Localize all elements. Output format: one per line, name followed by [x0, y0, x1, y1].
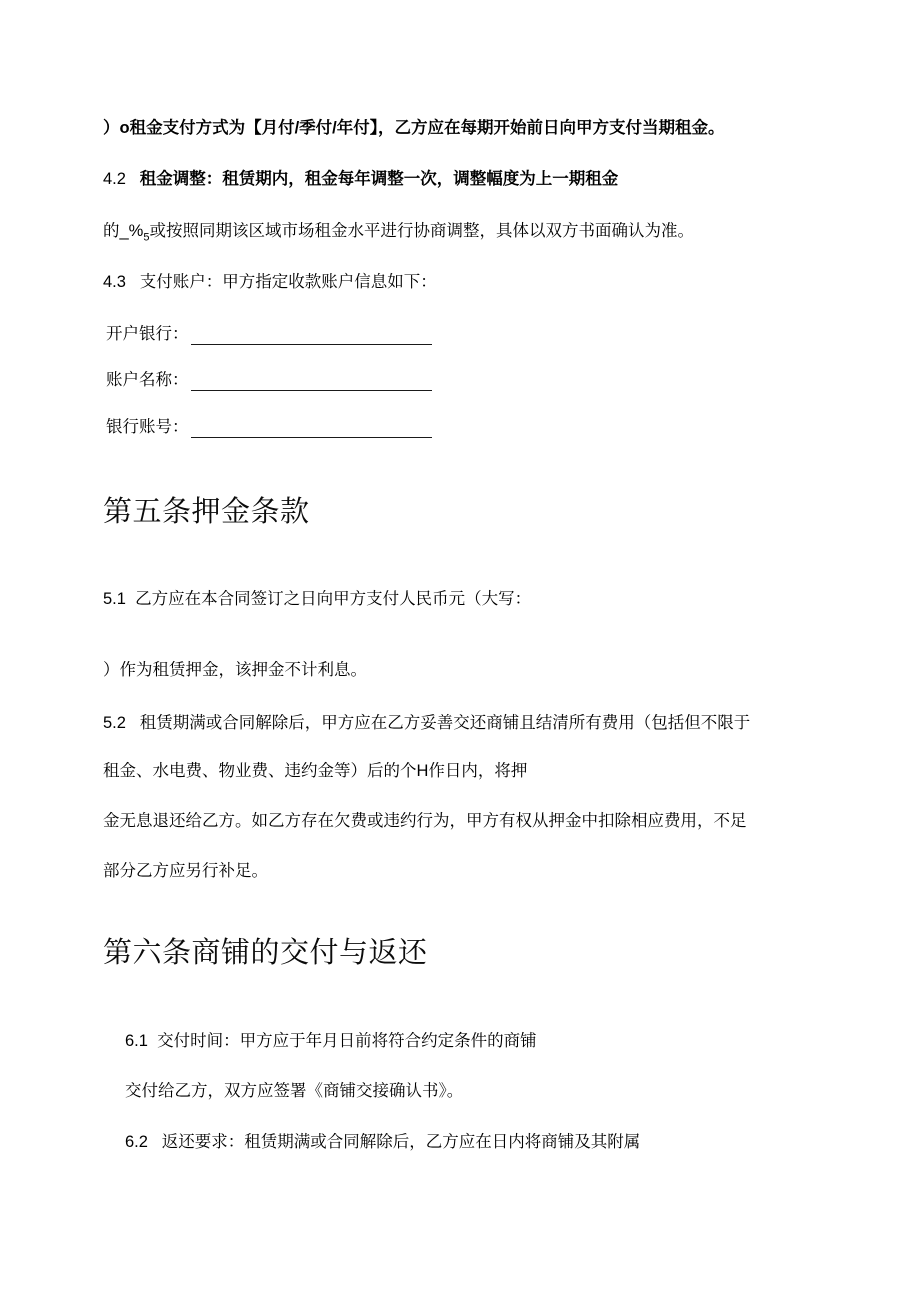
clause-4-3-number: 4.3 — [103, 273, 126, 291]
clause-4-3-line — [103, 273, 437, 293]
clause-5-2-line-2: 租金、水电费、物业费、违约金等）后的个H作日内，将押 — [103, 762, 528, 780]
clause-5-2-line-4: 部分乙方应另行补足。 — [103, 862, 268, 880]
clause-6-2-text-1: 返还要求：租赁期满或合同解除后，乙方应在日内将商铺及其附属 — [161, 1133, 641, 1151]
clause-4-2-text: 租金调整：租赁期内，租金每年调整一次，调整幅度为上一期租金 — [139, 170, 619, 188]
clause-6-1-line-1 — [125, 1032, 537, 1052]
clause-4-3-text: 支付账户：甲方指定收款账户信息如下： — [139, 273, 437, 291]
clause-6-1-text-1: 交付时间：甲方应于年月日前将符合约定条件的商铺 — [157, 1032, 537, 1050]
clause-5-2-text-1: 租赁期满或合同解除后，甲方应在乙方妥善交还商铺且结清所有费用（包括但不限于 — [139, 714, 751, 732]
clause-5-1-number: 5.1 — [103, 590, 126, 608]
field-row-bank-name — [106, 325, 432, 345]
clause-6-2-number: 6.2 — [125, 1133, 148, 1151]
account-number-input-blank[interactable] — [191, 424, 432, 438]
account-number-label: 银行账号： — [106, 418, 189, 436]
clause-5-2-line-3: 金无息退还给乙方。如乙方存在欠费或违约行为，甲方有权从押金中扣除相应费用，不足 — [103, 812, 747, 830]
account-name-input-blank[interactable] — [191, 377, 432, 391]
account-name-label: 账户名称： — [106, 371, 189, 389]
bank-name-input-blank[interactable] — [191, 331, 432, 345]
clause-4-2-line — [103, 170, 618, 190]
clause-4-2-number: 4.2 — [103, 170, 126, 188]
clause-5-1-line-2: ）作为租赁押金，该押金不计利息。 — [103, 661, 367, 679]
field-row-account-name — [106, 371, 432, 391]
clause-6-1-number: 6.1 — [125, 1032, 148, 1050]
clause-6-1-line-2: 交付给乙方，双方应签署《商铺交接确认书》。 — [125, 1082, 464, 1100]
bank-name-label: 开户银行： — [106, 325, 189, 343]
clause-4-2-continuation-line — [103, 222, 694, 244]
clause-5-1-line-1 — [103, 590, 531, 610]
clause-4-2-continuation-suffix: 或按照同期该区域市场租金水平进行协商调整，具体以双方书面确认为准。 — [149, 222, 694, 240]
clause-5-1-text-1: 乙方应在本合同签订之日向甲方支付人民币元（大写： — [135, 590, 532, 608]
heading-section-five: 第五条押金条款 — [103, 496, 310, 528]
clause-5-2-number: 5.2 — [103, 714, 126, 732]
clause-6-2-line-1 — [125, 1133, 640, 1153]
clause-5-2-line-1 — [103, 714, 750, 734]
heading-section-six: 第六条商铺的交付与返还 — [103, 937, 428, 969]
clause-4-2-continuation-subscript: 5 — [143, 231, 150, 244]
clause-4-2-continuation-prefix: 的_% — [103, 222, 144, 240]
clause-4-1-tail-line: ）o租金支付方式为【月付/季付/年付】，乙方应在每期开始前日向甲方支付当期租金。 — [103, 119, 725, 137]
field-row-account-number — [106, 418, 432, 438]
